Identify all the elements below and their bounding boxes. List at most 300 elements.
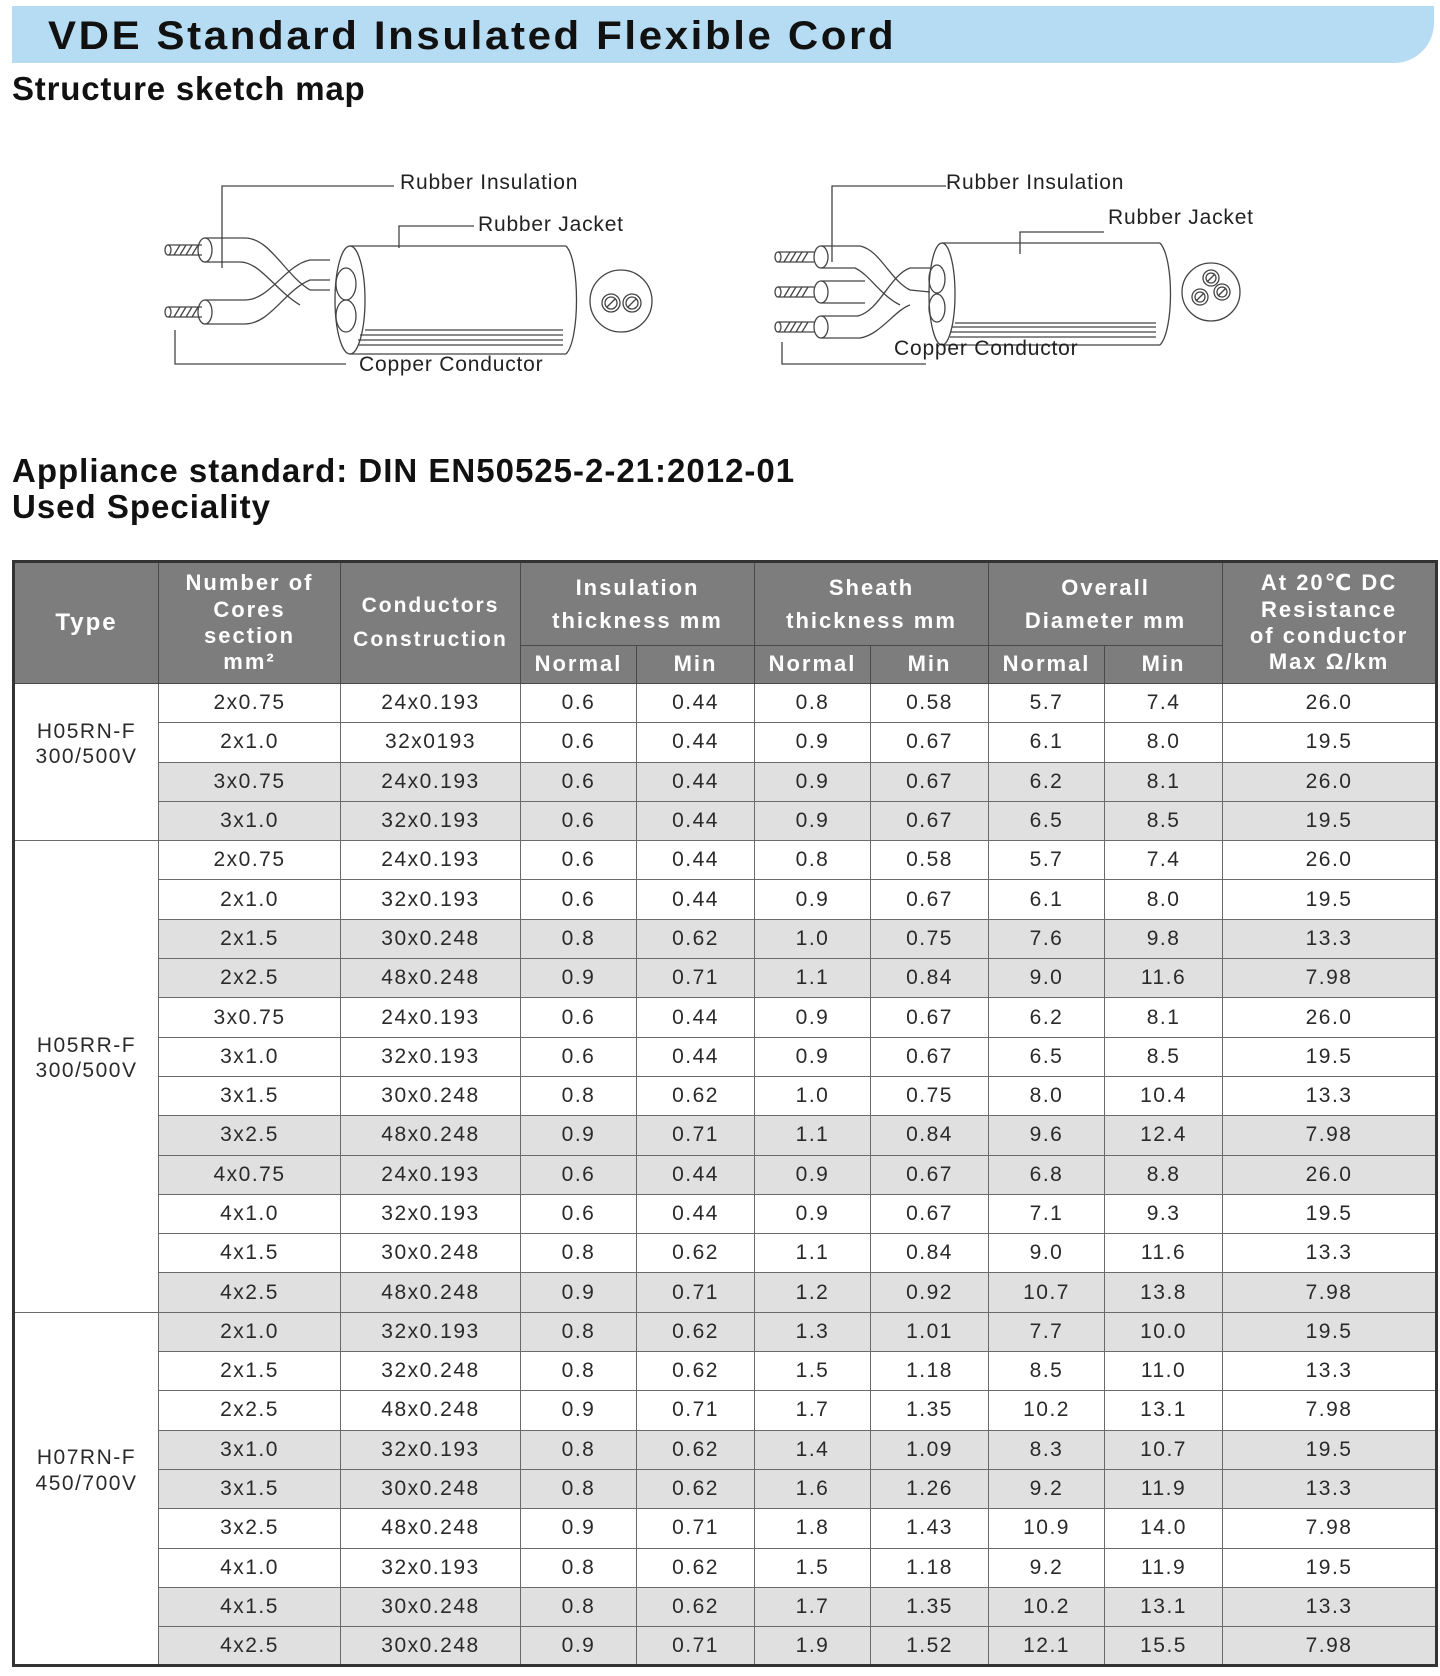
diameter-normal-cell: 10.7: [989, 1273, 1105, 1312]
header-insulation-line: Insulation: [575, 575, 700, 600]
insulation-min-cell: 0.44: [637, 762, 755, 801]
insulation-normal-cell: 0.8: [521, 1548, 637, 1587]
sheath-min-cell: 0.67: [871, 762, 989, 801]
diameter-min-cell: 8.1: [1105, 762, 1223, 801]
resistance-cell: 13.3: [1223, 919, 1437, 958]
header-cores-line: Cores: [213, 596, 286, 622]
insulation-min-cell: 0.71: [637, 1116, 755, 1155]
insulation-min-cell: 0.44: [637, 880, 755, 919]
diameter-min-cell: 13.1: [1105, 1587, 1223, 1626]
header-insulation-min: Min: [637, 646, 755, 684]
conductor-cell: 30x0.248: [341, 1234, 521, 1273]
insulation-min-cell: 0.62: [637, 1469, 755, 1508]
sheath-min-cell: 1.01: [871, 1312, 989, 1351]
header-insulation: [521, 562, 755, 646]
insulation-normal-cell: 0.6: [521, 723, 637, 762]
diameter-normal-cell: 6.5: [989, 801, 1105, 840]
table-row: [14, 919, 1437, 958]
resistance-cell: 13.3: [1223, 1352, 1437, 1391]
diameter-min-cell: 11.6: [1105, 1234, 1223, 1273]
sheath-min-cell: 0.67: [871, 1194, 989, 1233]
diameter-min-cell: 8.5: [1105, 1037, 1223, 1076]
label-copper-conductor: Copper Conductor: [894, 337, 1079, 360]
header-diameter-min: Min: [1105, 646, 1223, 684]
label-rubber-jacket: Rubber Jacket: [1108, 206, 1254, 229]
cores-cell: 3x1.0: [159, 1037, 341, 1076]
resistance-cell: 26.0: [1223, 841, 1437, 880]
insulation-normal-cell: 0.6: [521, 1194, 637, 1233]
sheath-normal-cell: 1.5: [755, 1352, 871, 1391]
insulation-normal-cell: 0.9: [521, 1116, 637, 1155]
diameter-min-cell: 10.4: [1105, 1076, 1223, 1115]
label-copper-conductor: Copper Conductor: [359, 353, 544, 376]
table-row: [14, 1352, 1437, 1391]
section-title-structure: Structure sketch map: [12, 70, 366, 107]
insulation-min-cell: 0.71: [637, 1391, 755, 1430]
type-label: [36, 1033, 138, 1083]
table-row: [14, 880, 1437, 919]
resistance-cell: 13.3: [1223, 1076, 1437, 1115]
cores-cell: 2x1.0: [159, 723, 341, 762]
header-insulation-normal: Normal: [521, 646, 637, 684]
resistance-cell: 19.5: [1223, 723, 1437, 762]
sheath-min-cell: 0.67: [871, 1037, 989, 1076]
sheath-normal-cell: 1.9: [755, 1627, 871, 1666]
insulation-min-cell: 0.62: [637, 1430, 755, 1469]
sheath-normal-cell: 1.1: [755, 1234, 871, 1273]
diameter-normal-cell: 7.1: [989, 1194, 1105, 1233]
specification-table-body: [14, 684, 1437, 1666]
diameter-normal-cell: 9.2: [989, 1469, 1105, 1508]
cores-cell: 2x0.75: [159, 684, 341, 723]
insulation-min-cell: 0.62: [637, 1587, 755, 1626]
conductor-cell: 48x0.248: [341, 959, 521, 998]
type-label-line: 300/500V: [35, 1059, 138, 1083]
insulation-min-cell: 0.71: [637, 1509, 755, 1548]
conductor-cell: 32x0.248: [341, 1352, 521, 1391]
insulation-normal-cell: 0.9: [521, 1391, 637, 1430]
resistance-cell: 26.0: [1223, 998, 1437, 1037]
resistance-cell: 19.5: [1223, 1037, 1437, 1076]
insulation-min-cell: 0.62: [637, 1312, 755, 1351]
cores-cell: 3x0.75: [159, 998, 341, 1037]
sheath-min-cell: 1.26: [871, 1469, 989, 1508]
sheath-normal-cell: 1.0: [755, 919, 871, 958]
insulation-normal-cell: 0.9: [521, 1627, 637, 1666]
sheath-min-cell: 0.58: [871, 841, 989, 880]
header-resistance-line: of conductor: [1249, 623, 1409, 648]
cores-cell: 4x2.5: [159, 1273, 341, 1312]
conductor-cell: 48x0.248: [341, 1391, 521, 1430]
table-row: [14, 1469, 1437, 1508]
insulation-normal-cell: 0.6: [521, 684, 637, 723]
table-row: [14, 1037, 1437, 1076]
sheath-normal-cell: 1.4: [755, 1430, 871, 1469]
insulation-normal-cell: 0.8: [521, 1312, 637, 1351]
type-cell: [14, 841, 159, 1313]
sheath-normal-cell: 0.9: [755, 1155, 871, 1194]
header-sheath-line: thickness mm: [786, 608, 957, 633]
insulation-normal-cell: 0.6: [521, 801, 637, 840]
cores-cell: 2x1.0: [159, 880, 341, 919]
cores-cell: 3x1.0: [159, 1430, 341, 1469]
resistance-cell: 19.5: [1223, 1312, 1437, 1351]
conductor-cell: 24x0.193: [341, 998, 521, 1037]
insulation-normal-cell: 0.8: [521, 919, 637, 958]
conductor-cell: 30x0.248: [341, 1076, 521, 1115]
diameter-min-cell: 8.0: [1105, 723, 1223, 762]
insulation-normal-cell: 0.6: [521, 998, 637, 1037]
diameter-min-cell: 8.0: [1105, 880, 1223, 919]
header-diameter-line: Diameter mm: [1024, 608, 1187, 633]
table-row: [14, 1587, 1437, 1626]
type-label-line: H05RN-F: [36, 719, 137, 743]
resistance-cell: 26.0: [1223, 684, 1437, 723]
diameter-normal-cell: 8.3: [989, 1430, 1105, 1469]
diameter-normal-cell: 8.5: [989, 1352, 1105, 1391]
diameter-min-cell: 9.8: [1105, 919, 1223, 958]
title-banner: [12, 6, 1434, 63]
diameter-normal-cell: 10.2: [989, 1391, 1105, 1430]
diameter-normal-cell: 7.6: [989, 919, 1105, 958]
conductor-cell: 24x0.193: [341, 841, 521, 880]
sheath-min-cell: 0.84: [871, 959, 989, 998]
sheath-normal-cell: 1.1: [755, 1116, 871, 1155]
table-row: [14, 1116, 1437, 1155]
page-title: VDE Standard Insulated Flexible Cord: [48, 14, 897, 58]
label-rubber-insulation: Rubber Insulation: [946, 171, 1125, 194]
sheath-min-cell: 0.92: [871, 1273, 989, 1312]
sheath-normal-cell: 0.9: [755, 1037, 871, 1076]
resistance-cell: 7.98: [1223, 959, 1437, 998]
type-label-line: 450/700V: [35, 1471, 138, 1495]
sheath-min-cell: 0.58: [871, 684, 989, 723]
sheath-min-cell: 1.52: [871, 1627, 989, 1666]
sheath-normal-cell: 0.8: [755, 841, 871, 880]
conductor-cell: 48x0.248: [341, 1116, 521, 1155]
conductor-cell: 32x0.193: [341, 1430, 521, 1469]
cores-cell: 3x0.75: [159, 762, 341, 801]
header-conductors-line: Construction: [353, 628, 508, 651]
header-resistance-line: Resistance: [1260, 596, 1398, 622]
header-sheath-normal: Normal: [755, 646, 871, 684]
used-speciality: Used Speciality: [12, 488, 271, 525]
sheath-min-cell: 0.75: [871, 1076, 989, 1115]
table-row: [14, 998, 1437, 1037]
cores-cell: 3x1.5: [159, 1076, 341, 1115]
cores-cell: 4x1.5: [159, 1234, 341, 1273]
insulation-normal-cell: 0.8: [521, 1469, 637, 1508]
conductor-cell: 24x0.193: [341, 1155, 521, 1194]
header-sheath-line: Sheath: [828, 575, 915, 600]
diameter-normal-cell: 5.7: [989, 841, 1105, 880]
resistance-cell: 7.98: [1223, 1509, 1437, 1548]
header-resistance-line: At 20℃ DC: [1260, 570, 1398, 596]
type-cell: [14, 684, 159, 841]
header-sheath: [755, 562, 989, 646]
diameter-min-cell: 13.8: [1105, 1273, 1223, 1312]
resistance-cell: 13.3: [1223, 1587, 1437, 1626]
sheath-normal-cell: 0.9: [755, 1194, 871, 1233]
resistance-cell: 7.98: [1223, 1273, 1437, 1312]
sheath-normal-cell: 0.9: [755, 801, 871, 840]
conductor-cell: 32x0.193: [341, 1037, 521, 1076]
sheath-normal-cell: 0.9: [755, 880, 871, 919]
sheath-min-cell: 1.09: [871, 1430, 989, 1469]
resistance-cell: 13.3: [1223, 1469, 1437, 1508]
diameter-min-cell: 11.9: [1105, 1548, 1223, 1587]
diameter-normal-cell: 6.8: [989, 1155, 1105, 1194]
header-resistance-line: Max Ω/km: [1268, 649, 1390, 675]
diameter-normal-cell: 10.9: [989, 1509, 1105, 1548]
insulation-normal-cell: 0.6: [521, 841, 637, 880]
header-diameter-normal: Normal: [989, 646, 1105, 684]
cores-cell: 2x1.0: [159, 1312, 341, 1351]
diameter-normal-cell: 6.1: [989, 723, 1105, 762]
sheath-min-cell: 1.35: [871, 1587, 989, 1626]
table-row: [14, 1155, 1437, 1194]
conductor-cell: 32x0.193: [341, 1548, 521, 1587]
diameter-normal-cell: 9.0: [989, 1234, 1105, 1273]
insulation-normal-cell: 0.8: [521, 1352, 637, 1391]
cores-cell: 2x2.5: [159, 959, 341, 998]
insulation-min-cell: 0.44: [637, 841, 755, 880]
diameter-min-cell: 15.5: [1105, 1627, 1223, 1666]
insulation-normal-cell: 0.9: [521, 1273, 637, 1312]
insulation-min-cell: 0.44: [637, 684, 755, 723]
insulation-min-cell: 0.62: [637, 1234, 755, 1273]
diameter-normal-cell: 6.2: [989, 762, 1105, 801]
diameter-normal-cell: 5.7: [989, 684, 1105, 723]
cores-cell: 4x0.75: [159, 1155, 341, 1194]
insulation-min-cell: 0.71: [637, 1627, 755, 1666]
resistance-cell: 26.0: [1223, 762, 1437, 801]
diameter-min-cell: 7.4: [1105, 684, 1223, 723]
diameter-min-cell: 8.8: [1105, 1155, 1223, 1194]
sheath-normal-cell: 1.8: [755, 1509, 871, 1548]
cable-sketch-2-core: [160, 171, 720, 400]
sheath-min-cell: 0.67: [871, 723, 989, 762]
label-rubber-insulation: Rubber Insulation: [400, 171, 579, 194]
diameter-min-cell: 9.3: [1105, 1194, 1223, 1233]
header-conductors-line: Conductors: [361, 594, 500, 618]
sheath-normal-cell: 1.7: [755, 1587, 871, 1626]
sheath-min-cell: 0.67: [871, 998, 989, 1037]
diameter-min-cell: 11.9: [1105, 1469, 1223, 1508]
insulation-normal-cell: 0.8: [521, 1587, 637, 1626]
type-label-line: H07RN-F: [36, 1446, 137, 1470]
diameter-min-cell: 8.1: [1105, 998, 1223, 1037]
insulation-normal-cell: 0.6: [521, 762, 637, 801]
header-cores-line: mm²: [223, 649, 276, 675]
insulation-min-cell: 0.44: [637, 723, 755, 762]
insulation-min-cell: 0.44: [637, 1194, 755, 1233]
table-row: [14, 762, 1437, 801]
insulation-normal-cell: 0.8: [521, 1234, 637, 1273]
conductor-cell: 32x0.193: [341, 1312, 521, 1351]
insulation-normal-cell: 0.6: [521, 1155, 637, 1194]
diameter-normal-cell: 6.1: [989, 880, 1105, 919]
insulation-min-cell: 0.44: [637, 1037, 755, 1076]
sheath-normal-cell: 1.7: [755, 1391, 871, 1430]
diameter-normal-cell: 7.7: [989, 1312, 1105, 1351]
cores-cell: 2x1.5: [159, 919, 341, 958]
resistance-cell: 19.5: [1223, 1430, 1437, 1469]
conductor-cell: 30x0.248: [341, 1469, 521, 1508]
resistance-cell: 7.98: [1223, 1391, 1437, 1430]
insulation-min-cell: 0.44: [637, 1155, 755, 1194]
insulation-min-cell: 0.62: [637, 1548, 755, 1587]
insulation-min-cell: 0.71: [637, 1273, 755, 1312]
conductor-cell: 48x0.248: [341, 1273, 521, 1312]
diameter-min-cell: 11.0: [1105, 1352, 1223, 1391]
cores-cell: 4x2.5: [159, 1627, 341, 1666]
cores-cell: 3x2.5: [159, 1509, 341, 1548]
header-cores-line: Number of: [185, 570, 314, 596]
conductor-cell: 24x0.193: [341, 684, 521, 723]
diameter-normal-cell: 9.2: [989, 1548, 1105, 1587]
insulation-normal-cell: 0.6: [521, 1037, 637, 1076]
diameter-min-cell: 12.4: [1105, 1116, 1223, 1155]
table-row: [14, 841, 1437, 880]
type-label: [36, 1445, 138, 1495]
resistance-cell: 13.3: [1223, 1234, 1437, 1273]
header-cores-line: section: [203, 623, 296, 648]
conductor-cell: 32x0193: [341, 723, 521, 762]
sheath-min-cell: 1.18: [871, 1548, 989, 1587]
cores-cell: 3x2.5: [159, 1116, 341, 1155]
sheath-min-cell: 1.18: [871, 1352, 989, 1391]
insulation-normal-cell: 0.9: [521, 1509, 637, 1548]
sheath-normal-cell: 0.9: [755, 762, 871, 801]
header-diameter: [989, 562, 1223, 646]
resistance-cell: 7.98: [1223, 1116, 1437, 1155]
table-row: [14, 684, 1437, 723]
appliance-standard: Appliance standard: DIN EN50525-2-21:2012-01: [12, 452, 796, 489]
conductor-cell: 32x0.193: [341, 880, 521, 919]
sheath-normal-cell: 1.6: [755, 1469, 871, 1508]
table-row: [14, 1194, 1437, 1233]
conductor-cell: 32x0.193: [341, 801, 521, 840]
diameter-min-cell: 7.4: [1105, 841, 1223, 880]
insulation-min-cell: 0.71: [637, 959, 755, 998]
resistance-cell: 19.5: [1223, 1194, 1437, 1233]
table-row: [14, 1430, 1437, 1469]
cores-cell: 3x1.5: [159, 1469, 341, 1508]
conductor-cell: 30x0.248: [341, 919, 521, 958]
label-rubber-jacket: Rubber Jacket: [478, 213, 624, 236]
resistance-cell: 26.0: [1223, 1155, 1437, 1194]
diameter-normal-cell: 9.6: [989, 1116, 1105, 1155]
table-row: [14, 1234, 1437, 1273]
sheath-min-cell: 0.67: [871, 801, 989, 840]
sheath-min-cell: 0.75: [871, 919, 989, 958]
sheath-normal-cell: 0.8: [755, 684, 871, 723]
insulation-min-cell: 0.62: [637, 1352, 755, 1391]
sheath-normal-cell: 1.0: [755, 1076, 871, 1115]
sheath-normal-cell: 1.1: [755, 959, 871, 998]
cores-cell: 2x1.5: [159, 1352, 341, 1391]
cores-cell: 4x1.5: [159, 1587, 341, 1626]
table-row: [14, 959, 1437, 998]
conductor-cell: 48x0.248: [341, 1509, 521, 1548]
sheath-normal-cell: 1.2: [755, 1273, 871, 1312]
table-row: [14, 1548, 1437, 1587]
resistance-cell: 19.5: [1223, 880, 1437, 919]
sheath-min-cell: 0.67: [871, 880, 989, 919]
type-cell: [14, 1312, 159, 1666]
type-label-line: H05RR-F: [36, 1034, 137, 1058]
sheath-min-cell: 0.84: [871, 1234, 989, 1273]
cores-cell: 4x1.0: [159, 1194, 341, 1233]
header-insulation-line: thickness mm: [552, 608, 723, 633]
conductor-cell: 30x0.248: [341, 1587, 521, 1626]
cable-sketch-3-core: [770, 171, 1330, 400]
diameter-normal-cell: 6.2: [989, 998, 1105, 1037]
insulation-normal-cell: 0.9: [521, 959, 637, 998]
insulation-min-cell: 0.62: [637, 1076, 755, 1115]
cores-cell: 2x0.75: [159, 841, 341, 880]
diameter-normal-cell: 6.5: [989, 1037, 1105, 1076]
table-row: [14, 1312, 1437, 1351]
diameter-normal-cell: 8.0: [989, 1076, 1105, 1115]
table-row: [14, 1273, 1437, 1312]
conductor-cell: 30x0.248: [341, 1627, 521, 1666]
resistance-cell: 19.5: [1223, 801, 1437, 840]
sheath-min-cell: 0.84: [871, 1116, 989, 1155]
cores-cell: 4x1.0: [159, 1548, 341, 1587]
table-row: [14, 801, 1437, 840]
sheath-min-cell: 1.35: [871, 1391, 989, 1430]
diameter-min-cell: 8.5: [1105, 801, 1223, 840]
diameter-min-cell: 14.0: [1105, 1509, 1223, 1548]
insulation-normal-cell: 0.6: [521, 880, 637, 919]
diameter-min-cell: 10.7: [1105, 1430, 1223, 1469]
sheath-min-cell: 0.67: [871, 1155, 989, 1194]
resistance-cell: 7.98: [1223, 1627, 1437, 1666]
diameter-normal-cell: 9.0: [989, 959, 1105, 998]
table-row: [14, 1391, 1437, 1430]
sheath-normal-cell: 1.5: [755, 1548, 871, 1587]
header-resistance: [1223, 562, 1437, 684]
insulation-normal-cell: 0.8: [521, 1430, 637, 1469]
type-label: [36, 719, 138, 769]
diameter-normal-cell: 12.1: [989, 1627, 1105, 1666]
header-sheath-min: Min: [871, 646, 989, 684]
conductor-cell: 24x0.193: [341, 762, 521, 801]
insulation-min-cell: 0.62: [637, 919, 755, 958]
diameter-min-cell: 13.1: [1105, 1391, 1223, 1430]
diameter-min-cell: 11.6: [1105, 959, 1223, 998]
resistance-cell: 19.5: [1223, 1548, 1437, 1587]
cores-cell: 2x2.5: [159, 1391, 341, 1430]
diameter-min-cell: 10.0: [1105, 1312, 1223, 1351]
diameter-normal-cell: 10.2: [989, 1587, 1105, 1626]
sheath-normal-cell: 0.9: [755, 998, 871, 1037]
sheath-normal-cell: 0.9: [755, 723, 871, 762]
header-type: Type: [14, 562, 159, 684]
header-conductors: [341, 562, 521, 684]
cores-cell: 3x1.0: [159, 801, 341, 840]
table-row: [14, 1509, 1437, 1548]
header-cores: [159, 562, 341, 684]
sheath-min-cell: 1.43: [871, 1509, 989, 1548]
table-row: [14, 1627, 1437, 1666]
sheath-normal-cell: 1.3: [755, 1312, 871, 1351]
conductor-cell: 32x0.193: [341, 1194, 521, 1233]
insulation-normal-cell: 0.8: [521, 1076, 637, 1115]
insulation-min-cell: 0.44: [637, 801, 755, 840]
